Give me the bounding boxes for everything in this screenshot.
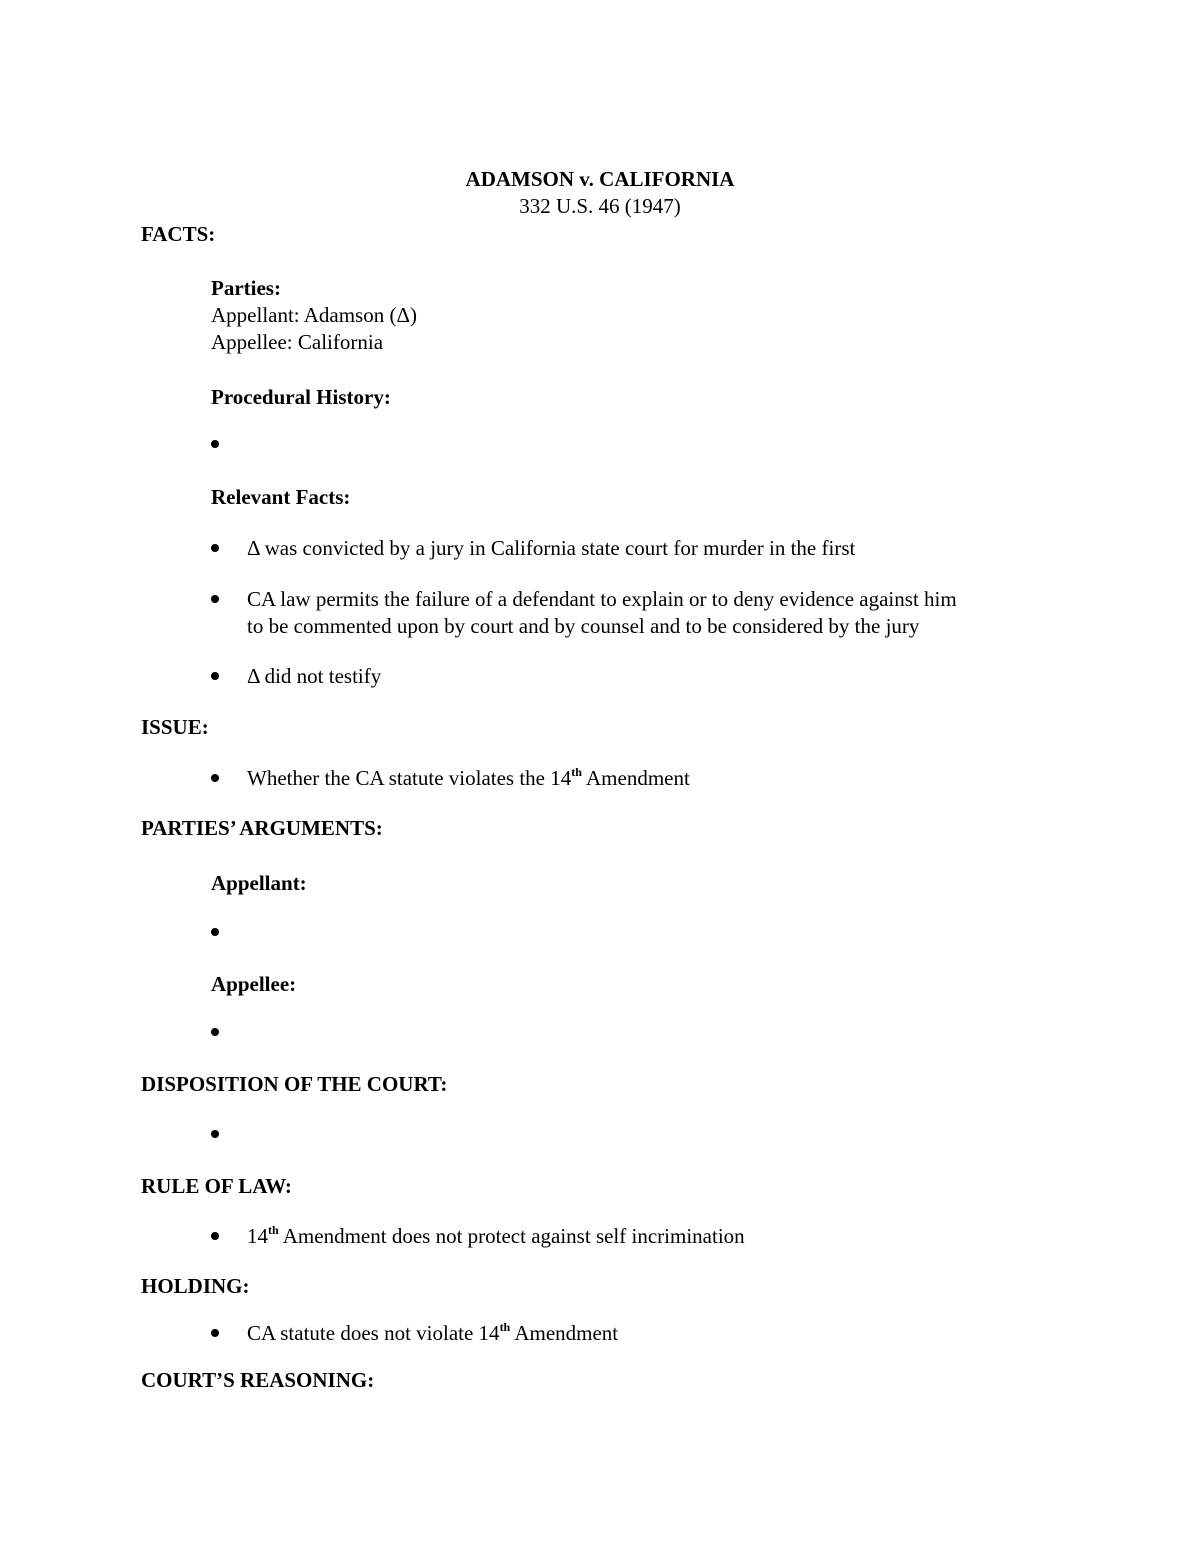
relevant-fact-item: CA law permits the failure of a defendant to explain or to deny evidence against him bbox=[247, 587, 957, 611]
appellee-argument-heading: Appellee: bbox=[211, 972, 297, 996]
disposition-heading: DISPOSITION OF THE COURT: bbox=[141, 1072, 448, 1096]
bullet-icon bbox=[211, 1329, 219, 1337]
issue-heading: ISSUE: bbox=[141, 715, 209, 739]
bullet-icon bbox=[211, 774, 219, 782]
bullet-icon bbox=[211, 544, 219, 552]
appellant-line: Appellant: Adamson (Δ) bbox=[211, 303, 417, 327]
relevant-fact-item: Δ was convicted by a jury in California state court for murder in the first bbox=[247, 536, 856, 560]
bullet-icon bbox=[211, 672, 219, 680]
appellant-argument-heading: Appellant: bbox=[211, 871, 307, 895]
appellee-line: Appellee: California bbox=[211, 330, 384, 354]
relevant-facts-heading: Relevant Facts: bbox=[211, 485, 351, 509]
court-reasoning-heading: COURT’S REASONING: bbox=[141, 1368, 375, 1392]
facts-heading: FACTS: bbox=[141, 222, 216, 246]
parties-heading: Parties: bbox=[211, 276, 281, 300]
bullet-icon bbox=[211, 595, 219, 603]
bullet-icon bbox=[211, 928, 219, 936]
procedural-history-heading: Procedural History: bbox=[211, 385, 391, 409]
case-title: ADAMSON v. CALIFORNIA bbox=[465, 167, 735, 191]
parties-arguments-heading: PARTIES’ ARGUMENTS: bbox=[141, 816, 383, 840]
bullet-icon bbox=[211, 440, 219, 448]
holding-heading: HOLDING: bbox=[141, 1274, 250, 1298]
case-citation: 332 U.S. 46 (1947) bbox=[519, 194, 681, 218]
issue-item: Whether the CA statute violates the 14th Amendment bbox=[247, 765, 690, 790]
bullet-icon bbox=[211, 1028, 219, 1036]
bullet-icon bbox=[211, 1130, 219, 1138]
bullet-icon bbox=[211, 1232, 219, 1240]
relevant-fact-item-continuation: to be commented upon by court and by counsel and to be considered by the jury bbox=[247, 614, 920, 638]
holding-item: CA statute does not violate 14th Amendment bbox=[247, 1320, 619, 1345]
rule-of-law-heading: RULE OF LAW: bbox=[141, 1174, 292, 1198]
relevant-fact-item: Δ did not testify bbox=[247, 664, 382, 688]
rule-of-law-item: 14th Amendment does not protect against self incrimination bbox=[247, 1223, 745, 1248]
